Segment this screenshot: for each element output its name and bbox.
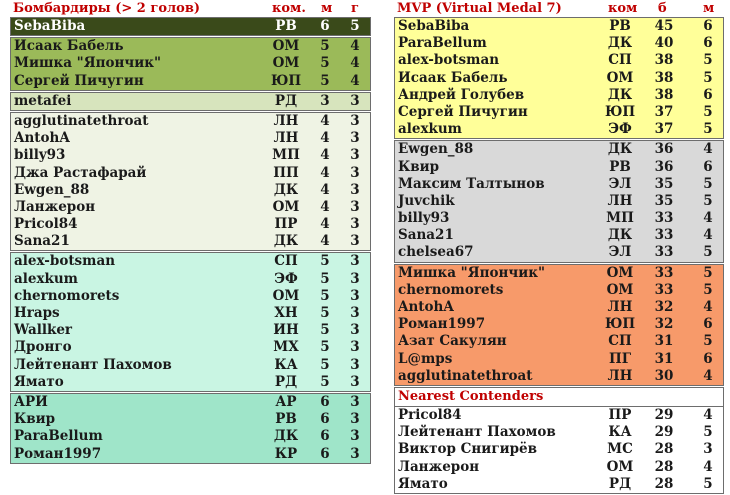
goals-count: 3 [350, 198, 360, 215]
points-count: 37 [654, 103, 674, 120]
points-count: 29 [654, 406, 674, 423]
matches-count: 5 [703, 264, 713, 281]
team-code: ЛН [607, 299, 633, 315]
scorers-col-g: г [351, 1, 359, 16]
matches-count: 5 [703, 103, 713, 120]
scorers-col-team: ком. [272, 1, 306, 16]
goals-count: 3 [350, 393, 360, 410]
mvp-row [395, 35, 723, 52]
scorer-row [11, 288, 370, 305]
points-count: 32 [654, 316, 674, 333]
mvp-row [395, 87, 723, 104]
matches-count: 6 [703, 18, 713, 34]
player-name: metafei [14, 92, 72, 109]
mvp-table [394, 0, 724, 495]
mvp-row [395, 265, 723, 282]
team-code: СП [608, 333, 632, 350]
player-name: Сергей Пичугин [14, 72, 144, 89]
mvp-row [395, 52, 723, 69]
contenders-group [394, 406, 724, 494]
mvp-row [395, 227, 723, 244]
scorer-row [11, 199, 370, 216]
goals-count: 3 [350, 305, 360, 321]
team-code: ОМ [272, 287, 300, 304]
player-name: chernomorets [14, 287, 120, 304]
points-count: 33 [654, 281, 674, 298]
scorer-row [11, 93, 370, 110]
mvp-row [395, 316, 723, 333]
player-name: chernomorets [398, 281, 504, 298]
mvp-group [394, 140, 724, 262]
points-count: 33 [654, 210, 674, 227]
points-count: 36 [654, 141, 674, 158]
player-name: SebaBiba [14, 18, 86, 34]
scorers-table [10, 0, 371, 465]
mvp-row [395, 121, 723, 138]
team-code: КА [274, 356, 298, 373]
team-code: КА [608, 424, 632, 441]
goals-count: 3 [350, 322, 360, 339]
mvp-body [394, 17, 724, 386]
matches-count: 5 [320, 72, 330, 89]
player-name: Квир [398, 158, 440, 175]
scorer-row [11, 394, 370, 411]
player-name: Sana21 [398, 227, 454, 244]
team-code: ПГ [608, 350, 632, 367]
points-count: 28 [654, 441, 674, 458]
scorer-row [11, 55, 370, 72]
player-name: Ямато [14, 373, 64, 390]
mvp-row [395, 299, 723, 316]
goals-count: 3 [350, 181, 360, 198]
player-name: AntohA [14, 130, 70, 147]
goals-count: 3 [350, 428, 360, 445]
scorer-row [11, 18, 370, 35]
scorers-col-m: м [321, 1, 333, 16]
matches-count: 6 [320, 445, 330, 462]
matches-count: 6 [320, 18, 330, 34]
player-name: alexkum [14, 270, 78, 287]
player-name: Лейтенант Пахомов [14, 356, 172, 373]
scorer-row [11, 113, 370, 130]
player-name: Ямато [398, 475, 448, 492]
scorer-row [11, 165, 370, 182]
player-name: АРИ [14, 393, 48, 410]
points-count: 38 [654, 69, 674, 86]
matches-count: 6 [320, 411, 330, 428]
team-code: ПР [274, 216, 298, 233]
matches-count: 6 [320, 393, 330, 410]
mvp-header [394, 0, 724, 17]
player-name: Ewgen_88 [398, 141, 474, 158]
matches-count: 5 [320, 38, 330, 55]
matches-count: 6 [703, 350, 713, 367]
matches-count: 3 [703, 441, 713, 458]
matches-count: 5 [703, 244, 713, 261]
matches-count: 6 [703, 35, 713, 52]
matches-count: 5 [320, 373, 330, 390]
team-code: ДК [273, 181, 299, 198]
matches-count: 4 [703, 227, 713, 244]
matches-count: 4 [320, 233, 330, 250]
player-name: Виктор Снигирёв [398, 441, 538, 458]
points-count: 40 [654, 35, 674, 52]
goals-count: 3 [350, 164, 360, 181]
matches-count: 6 [703, 158, 713, 175]
scorers-group [10, 92, 371, 111]
contenders-body [394, 406, 724, 494]
goals-count: 3 [350, 373, 360, 390]
team-code: РВ [275, 18, 297, 34]
matches-count: 4 [320, 147, 330, 164]
scorer-row [11, 357, 370, 374]
player-name: alexkum [398, 121, 462, 138]
team-code: ДК [607, 86, 633, 103]
mvp-row [395, 70, 723, 87]
team-code: ЮП [604, 103, 636, 120]
scorer-row [11, 374, 370, 391]
mvp-row [395, 18, 723, 35]
scorer-row [11, 339, 370, 356]
team-code: РД [274, 92, 298, 109]
player-name: Sana21 [14, 233, 70, 250]
mvp-row [395, 193, 723, 210]
player-name: Исаак Бабель [14, 38, 124, 55]
scorers-group [10, 252, 371, 392]
scorers-group [10, 393, 371, 464]
matches-count: 5 [320, 270, 330, 287]
goals-count: 4 [350, 72, 360, 89]
points-count: 38 [654, 52, 674, 69]
scorer-row [11, 38, 370, 55]
mvp-group [394, 264, 724, 386]
goals-count: 3 [350, 270, 360, 287]
team-code: ХН [274, 305, 298, 321]
player-name: Ewgen_88 [14, 181, 90, 198]
scorer-row [11, 233, 370, 250]
mvp-row [395, 424, 723, 441]
matches-count: 5 [703, 121, 713, 138]
matches-count: 5 [703, 69, 713, 86]
goals-count: 3 [350, 233, 360, 250]
player-name: AntohA [398, 299, 454, 315]
player-name: agglutinatethroat [14, 112, 149, 129]
matches-count: 5 [703, 333, 713, 350]
matches-count: 5 [703, 175, 713, 192]
mvp-row [395, 476, 723, 493]
player-name: SebaBiba [398, 18, 470, 34]
scorer-row [11, 271, 370, 288]
player-name: Pricol84 [398, 406, 462, 423]
player-name: Сергей Пичугин [398, 103, 528, 120]
matches-count: 4 [703, 141, 713, 158]
scorer-row [11, 428, 370, 445]
team-code: ДК [607, 227, 633, 244]
team-code: ЛН [273, 112, 299, 129]
player-name: Дронго [14, 339, 72, 356]
team-code: АР [275, 393, 297, 410]
team-code: ОМ [606, 69, 634, 86]
goals-count: 4 [350, 55, 360, 72]
mvp-row [395, 210, 723, 227]
mvp-row [395, 333, 723, 350]
points-count: 32 [654, 299, 674, 315]
team-code: ЮП [604, 316, 636, 333]
mvp-row [395, 368, 723, 385]
team-code: РД [608, 475, 632, 492]
matches-count: 4 [703, 299, 713, 315]
goals-count: 5 [350, 18, 360, 34]
mvp-row [395, 244, 723, 261]
team-code: ЭФ [608, 121, 632, 138]
team-code: РВ [275, 411, 297, 428]
player-name: Pricol84 [14, 216, 78, 233]
matches-count: 4 [320, 181, 330, 198]
player-name: Лейтенант Пахомов [398, 424, 556, 441]
player-name: billy93 [14, 147, 66, 164]
goals-count: 3 [350, 339, 360, 356]
points-count: 45 [654, 18, 674, 34]
player-name: Мишка "Япончик" [398, 264, 546, 281]
matches-count: 4 [703, 458, 713, 475]
points-count: 36 [654, 158, 674, 175]
points-count: 28 [654, 475, 674, 492]
player-name: Квир [14, 411, 56, 428]
team-code: ДК [607, 141, 633, 158]
points-count: 33 [654, 244, 674, 261]
matches-count: 4 [703, 367, 713, 384]
mvp-row [395, 104, 723, 121]
scorer-row [11, 446, 370, 463]
mvp-row [395, 459, 723, 476]
team-code: ДК [273, 233, 299, 250]
points-count: 30 [654, 367, 674, 384]
matches-count: 6 [320, 428, 330, 445]
goals-count: 3 [350, 445, 360, 462]
mvp-row [395, 441, 723, 458]
mvp-col-team: ком [608, 1, 638, 16]
matches-count: 5 [703, 424, 713, 441]
player-name: Ланжерон [398, 458, 480, 475]
matches-count: 5 [703, 475, 713, 492]
mvp-title: MVP (Virtual Medal 7) [397, 1, 562, 16]
points-count: 33 [654, 264, 674, 281]
points-count: 28 [654, 458, 674, 475]
goals-count: 3 [350, 112, 360, 129]
team-code: ЛН [607, 367, 633, 384]
team-code: МХ [273, 339, 299, 356]
scorer-row [11, 182, 370, 199]
scorer-row [11, 216, 370, 233]
matches-count: 5 [703, 281, 713, 298]
goals-count: 3 [350, 411, 360, 428]
team-code: ОМ [272, 55, 300, 72]
player-name: Азат Сакулян [398, 333, 507, 350]
team-code: ОМ [272, 198, 300, 215]
team-code: ПП [273, 164, 299, 181]
mvp-col-b: б [658, 1, 667, 16]
matches-count: 4 [320, 198, 330, 215]
team-code: ЭФ [274, 270, 298, 287]
goals-count: 3 [350, 253, 360, 270]
matches-count: 5 [320, 356, 330, 373]
points-count: 38 [654, 86, 674, 103]
scorer-row [11, 322, 370, 339]
team-code: РВ [609, 158, 631, 175]
matches-count: 5 [320, 287, 330, 304]
scorer-row [11, 130, 370, 147]
matches-count: 5 [320, 339, 330, 356]
goals-count: 4 [350, 38, 360, 55]
team-code: ОМ [606, 458, 634, 475]
matches-count: 4 [703, 406, 713, 423]
points-count: 33 [654, 227, 674, 244]
contenders-title: Nearest Contenders [394, 387, 724, 406]
player-name: Hraps [14, 305, 60, 321]
team-code: ДК [273, 428, 299, 445]
matches-count: 5 [320, 55, 330, 72]
team-code: КР [274, 445, 298, 462]
matches-count: 4 [320, 216, 330, 233]
mvp-row [395, 407, 723, 424]
team-code: МС [607, 441, 633, 458]
matches-count: 3 [320, 92, 330, 109]
mvp-row [395, 141, 723, 158]
goals-count: 3 [350, 287, 360, 304]
scorer-row [11, 147, 370, 164]
scorers-group [10, 17, 371, 36]
player-name: Джа Растафарай [14, 164, 147, 181]
player-name: L@mps [398, 350, 453, 367]
team-code: ЛН [607, 192, 633, 209]
team-code: ОМ [606, 281, 634, 298]
team-code: ЭЛ [608, 244, 632, 261]
matches-count: 6 [703, 316, 713, 333]
player-name: agglutinatethroat [398, 367, 533, 384]
team-code: ЭЛ [608, 175, 632, 192]
player-name: Wallker [14, 322, 73, 339]
points-count: 37 [654, 121, 674, 138]
player-name: billy93 [398, 210, 450, 227]
team-code: ЮП [270, 72, 302, 89]
mvp-group [394, 17, 724, 139]
player-name: Исаак Бабель [398, 69, 508, 86]
mvp-row [395, 351, 723, 368]
scorers-title: Бомбардиры (> 2 голов) [13, 1, 201, 16]
matches-count: 4 [320, 130, 330, 147]
goals-count: 3 [350, 92, 360, 109]
mvp-col-m: м [703, 1, 715, 16]
points-count: 29 [654, 424, 674, 441]
mvp-row [395, 282, 723, 299]
team-code: РВ [609, 18, 631, 34]
goals-count: 3 [350, 216, 360, 233]
team-code: МП [606, 210, 634, 227]
team-code: МП [272, 147, 300, 164]
matches-count: 4 [320, 164, 330, 181]
team-code: СП [608, 52, 632, 69]
goals-count: 3 [350, 356, 360, 373]
player-name: Роман1997 [398, 316, 486, 333]
player-name: chelsea67 [398, 244, 474, 261]
player-name: Мишка "Япончик" [14, 55, 162, 72]
scorers-header [10, 0, 371, 17]
player-name: alex-botsman [14, 253, 116, 270]
team-code: ПР [608, 406, 632, 423]
matches-count: 5 [703, 192, 713, 209]
matches-count: 5 [320, 253, 330, 270]
points-count: 31 [654, 350, 674, 367]
scorer-row [11, 73, 370, 90]
player-name: Максим Талтынов [398, 175, 545, 192]
matches-count: 6 [703, 86, 713, 103]
scorers-group [10, 112, 371, 252]
player-name: ParaBellum [14, 428, 103, 445]
scorer-row [11, 253, 370, 270]
goals-count: 3 [350, 147, 360, 164]
scorers-group [10, 37, 371, 91]
matches-count: 4 [320, 112, 330, 129]
team-code: ДК [607, 35, 633, 52]
points-count: 31 [654, 333, 674, 350]
player-name: ParaBellum [398, 35, 487, 52]
team-code: ОМ [606, 264, 634, 281]
points-count: 35 [654, 175, 674, 192]
team-code: ИН [273, 322, 299, 339]
mvp-row [395, 159, 723, 176]
matches-count: 4 [703, 210, 713, 227]
scorer-row [11, 411, 370, 428]
team-code: РД [274, 373, 298, 390]
scorers-body [10, 17, 371, 464]
team-code: ОМ [272, 38, 300, 55]
player-name: Ланжерон [14, 198, 96, 215]
mvp-row [395, 176, 723, 193]
matches-count: 5 [320, 322, 330, 339]
player-name: Роман1997 [14, 445, 102, 462]
points-count: 35 [654, 192, 674, 209]
player-name: Андрей Голубев [398, 86, 525, 103]
matches-count: 5 [703, 52, 713, 69]
player-name: Juvchik [398, 192, 455, 209]
goals-count: 3 [350, 130, 360, 147]
matches-count: 5 [320, 305, 330, 321]
team-code: ЛН [273, 130, 299, 147]
player-name: alex-botsman [398, 52, 500, 69]
scorer-row [11, 305, 370, 322]
team-code: СП [274, 253, 298, 270]
